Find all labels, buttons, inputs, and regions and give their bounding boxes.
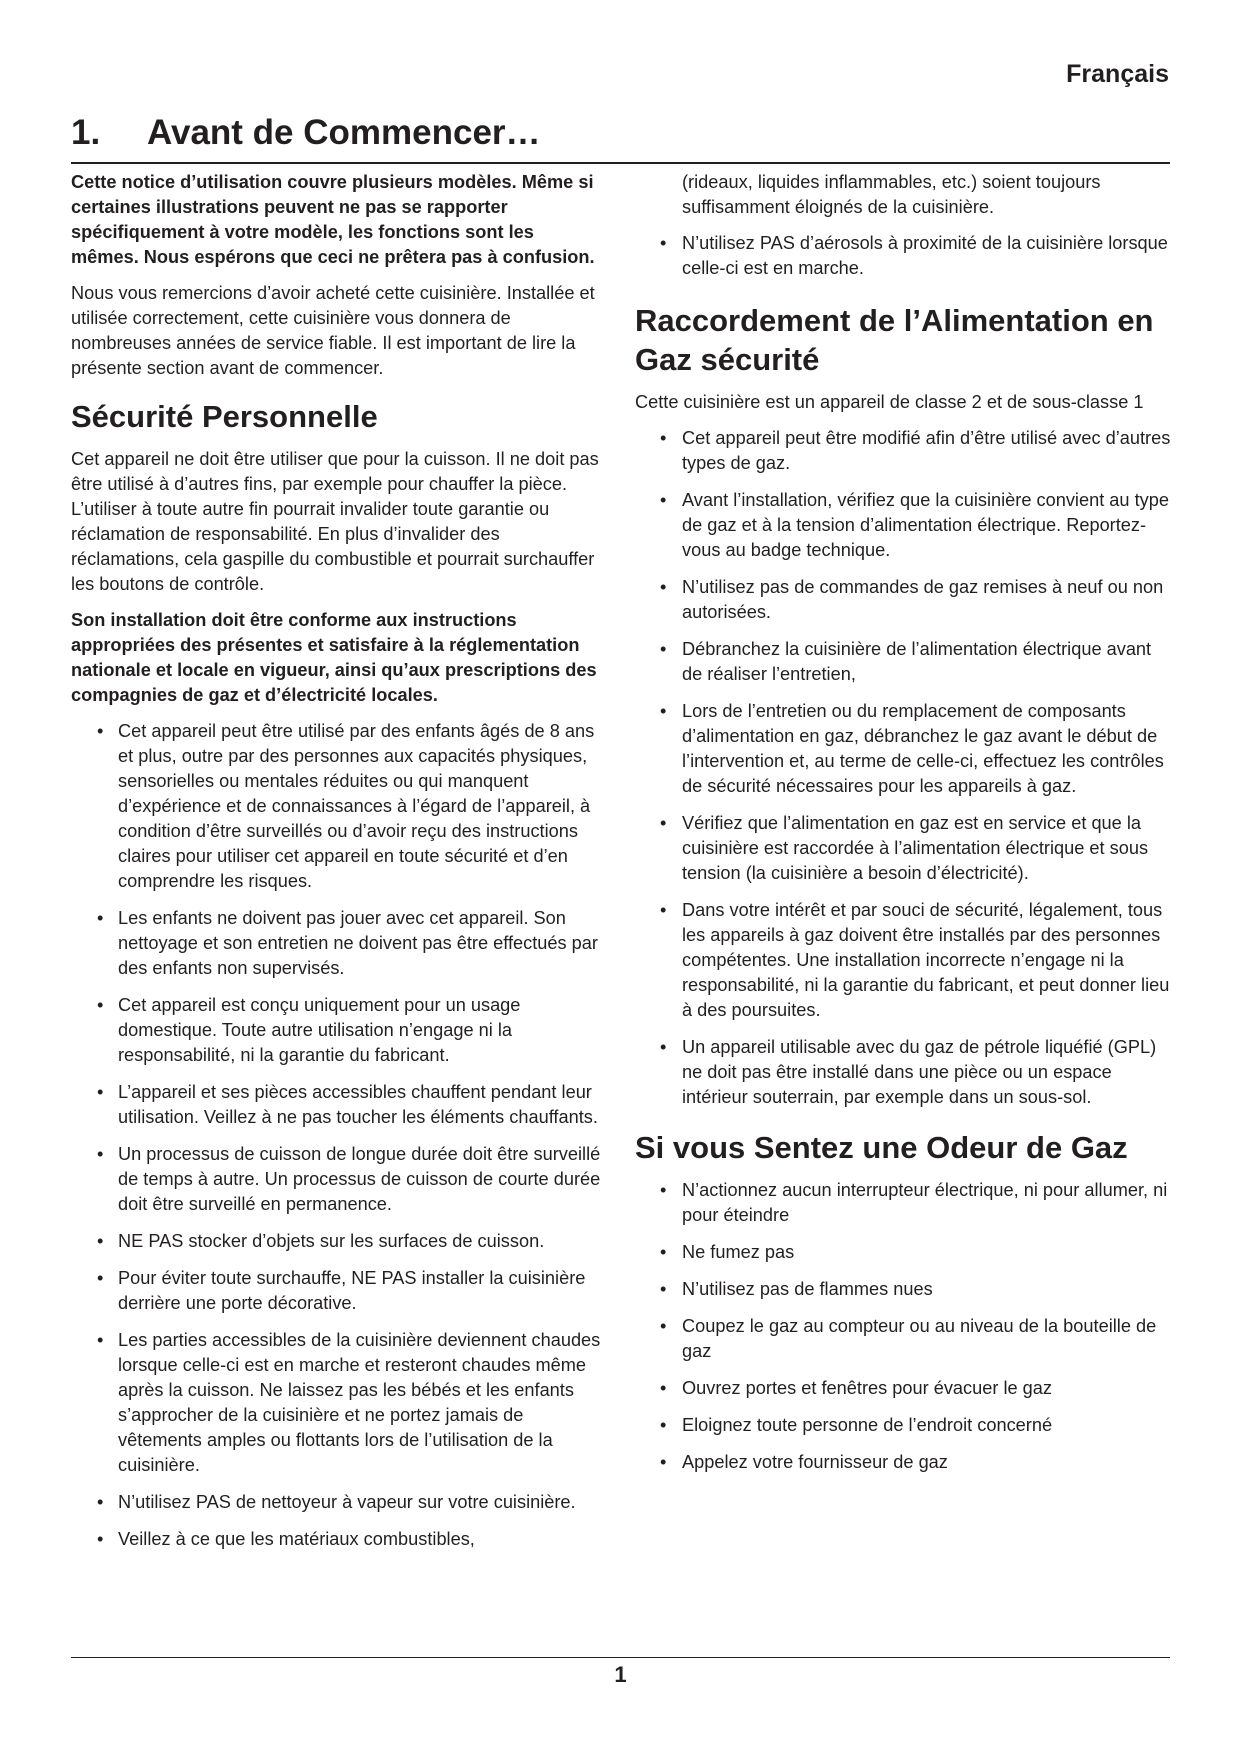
list-item: • Un processus de cuisson de longue durée doit être surveillé de temps à autre. Un processus de cuisson de courte durée doit être surveillé en permanence. xyxy=(118,1142,603,1217)
right-column xyxy=(635,170,1171,1487)
list-item: • Ouvrez portes et fenêtres pour évacuer le gaz xyxy=(635,1376,1171,1401)
chapter-heading xyxy=(71,110,1170,164)
safety-bold-paragraph: Son installation doit être conforme aux instructions appropriées des présentes et satisfaire à la réglementation nationale et locale en vigueur, ainsi qu’aux prescriptions des compagnies de gaz et d’électricité locales. xyxy=(71,610,597,705)
list-item: • Appelez votre fournisseur de gaz xyxy=(635,1450,1171,1475)
safety-list xyxy=(71,719,603,1552)
list-item: • Vérifiez que l’alimentation en gaz est en service et que la cuisinière est raccordée à l’alimentation électrique et sous tension (la cuisinière a besoin d’électricité). xyxy=(635,811,1171,886)
list-item: • Les enfants ne doivent pas jouer avec cet appareil. Son nettoyage et son entretien ne doivent pas être effectués par des enfants non supervisés. xyxy=(118,906,603,981)
list-item: • Un appareil utilisable avec du gaz de pétrole liquéfié (GPL) ne doit pas être installé dans une pièce ou un espace intérieur souterrain, par exemple dans un sous-sol. xyxy=(635,1035,1171,1110)
list-item: • Les parties accessibles de la cuisinière deviennent chaudes lorsque celle-ci est en marche et resteront chaudes même après la cuisson. Ne laissez pas les bébés et les enfants s’approcher de la cuisinière et ne portez jamais de vêtements amples ou flottants lors de l’utilisation de la cuisinière. xyxy=(118,1328,603,1478)
list-item: • Cet appareil est conçu uniquement pour un usage domestique. Toute autre utilisation n’engage ni la responsabilité, ni la garantie du fabricant. xyxy=(118,993,603,1068)
list-item: • Dans votre intérêt et par souci de sécurité, légalement, tous les appareils à gaz doivent être installés par des personnes compétentes. Une installation incorrecte n’engage ni la responsabilité, ni la garantie du fabricant, et peut donner lieu à des poursuites. xyxy=(635,898,1171,1023)
left-column xyxy=(71,170,603,1564)
list-item: • Eloignez toute personne de l’endroit concerné xyxy=(635,1413,1171,1438)
language-label: Français xyxy=(1066,60,1169,88)
list-item: • N’utilisez pas de commandes de gaz remises à neuf ou non autorisées. xyxy=(635,575,1171,625)
gas-odour-list xyxy=(635,1178,1171,1475)
list-item: • NE PAS stocker d’objets sur les surfaces de cuisson. xyxy=(118,1229,603,1254)
safety-list-continued xyxy=(635,231,1171,281)
list-item: • N’utilisez PAS de nettoyeur à vapeur sur votre cuisinière. xyxy=(118,1490,603,1515)
chapter-title: Avant de Commencer… xyxy=(147,113,541,152)
list-item: • Avant l’installation, vérifiez que la cuisinière convient au type de gaz et à la tension d’alimentation électrique. Reportez-vous au badge technique. xyxy=(635,488,1171,563)
list-item: • Veillez à ce que les matériaux combustibles, xyxy=(118,1527,603,1552)
footer-divider xyxy=(71,1657,1170,1658)
list-item: • L’appareil et ses pièces accessibles chauffent pendant leur utilisation. Veillez à ne pas toucher les éléments chauffants. xyxy=(118,1080,603,1130)
list-item: • Coupez le gaz au compteur ou au niveau de la bouteille de gaz xyxy=(635,1314,1171,1364)
list-item: • Débranchez la cuisinière de l’alimentation électrique avant de réaliser l’entretien, xyxy=(635,637,1171,687)
list-item: • N’utilisez PAS d’aérosols à proximité de la cuisinière lorsque celle-ci est en marche. xyxy=(635,231,1171,281)
list-item: • Lors de l’entretien ou du remplacement de composants d’alimentation en gaz, débranchez le gaz avant le début de l’intervention et, au terme de celle-ci, effectuez les contrôles de sécurité nécessaires pour les appareils à gaz. xyxy=(635,699,1171,799)
gas-list xyxy=(635,426,1171,1110)
gas-intro-paragraph: Cette cuisinière est un appareil de classe 2 et de sous-classe 1 xyxy=(635,392,1144,412)
list-item: • N’utilisez pas de flammes nues xyxy=(635,1277,1171,1302)
chapter-number: 1. xyxy=(71,113,101,152)
list-item: • Cet appareil peut être utilisé par des enfants âgés de 8 ans et plus, outre par des personnes aux capacités physiques, sensorielles ou mentales réduites ou qui manquent d’expérience et de connaissances à l’égard de l’appareil, à condition d’être surveillés ou d’avoir reçu des instructions claires pour utiliser cet appareil en toute sécurité et d’en comprendre les risques. xyxy=(118,719,603,894)
section-title-gas-connection: Raccordement de l’Alimentation en Gaz sécurité xyxy=(635,303,1154,377)
intro-bold-paragraph: Cette notice d’utilisation couvre plusieurs modèles. Même si certaines illustrations peuvent ne pas se rapporter spécifiquement à votre modèle, les fonctions sont les mêmes. Nous espérons que ceci ne prêtera pas à confusion. xyxy=(71,172,595,267)
page-number: 1 xyxy=(614,1662,627,1687)
continued-bullet-text: (rideaux, liquides inflammables, etc.) soient toujours suffisamment éloignés de la cuisinière. xyxy=(682,172,1101,217)
intro-paragraph: Nous vous remercions d’avoir acheté cette cuisinière. Installée et utilisée correctement, cette cuisinière vous donnera de nombreuses années de service fiable. Il est important de lire la présente section avant de commencer. xyxy=(71,283,595,378)
list-item: • Cet appareil peut être modifié afin d’être utilisé avec d’autres types de gaz. xyxy=(635,426,1171,476)
safety-paragraph: Cet appareil ne doit être utiliser que pour la cuisson. Il ne doit pas être utilisé à d’autres fins, par exemple pour chauffer la pièce. L’utiliser à toute autre fin pourrait invalider toute garantie ou réclamation de responsabilité. En plus d’invalider des réclamations, cela gaspille du combustible et pourrait surchauffer les boutons de contrôle. xyxy=(71,449,599,594)
list-item: • N’actionnez aucun interrupteur électrique, ni pour allumer, ni pour éteindre xyxy=(635,1178,1171,1228)
section-title-gas-odour: Si vous Sentez une Odeur de Gaz xyxy=(635,1130,1128,1165)
section-title-personal-safety: Sécurité Personnelle xyxy=(71,399,378,434)
list-item: • Pour éviter toute surchauffe, NE PAS installer la cuisinière derrière une porte décorative. xyxy=(118,1266,603,1316)
list-item: • Ne fumez pas xyxy=(635,1240,1171,1265)
